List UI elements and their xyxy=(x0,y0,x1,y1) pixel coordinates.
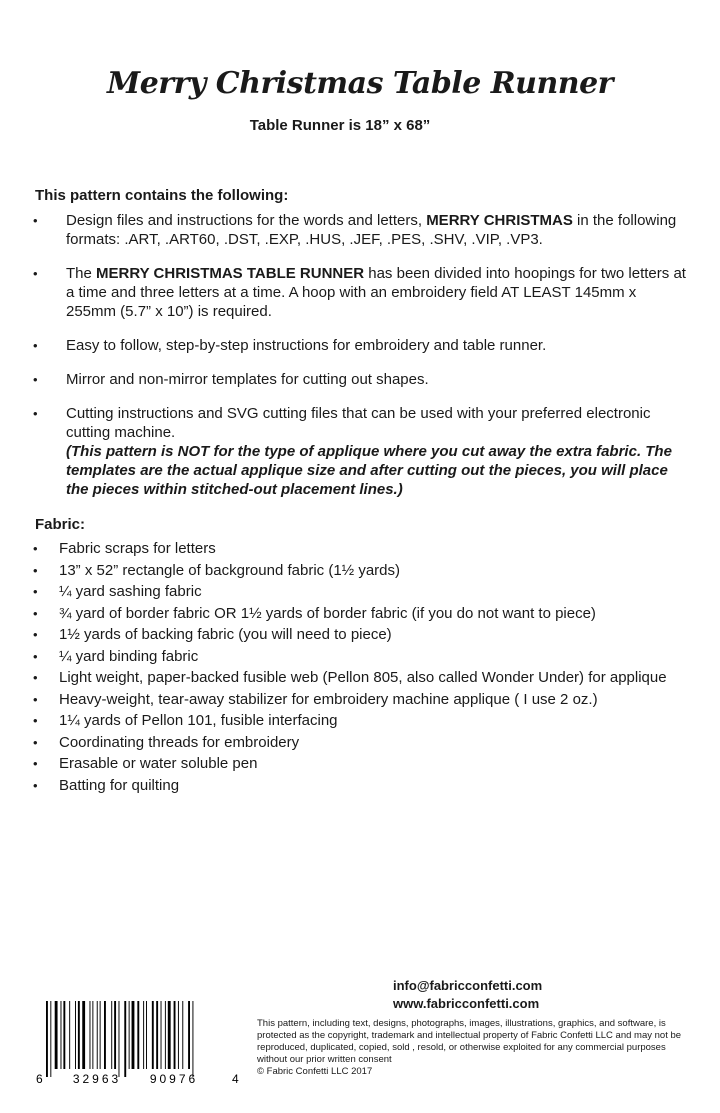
legal-text: This pattern, including text, designs, photographs, images, illustrations, graphics, and software, is protected as the copyright, trademark and intellectual property of Fabric Confetti LLC and may not be reproduced, duplicated, copied, sold , resold, or otherwise exploited for any commercial purposes without our prior written consent xyxy=(257,1018,682,1065)
barcode-first-digit: 6 xyxy=(36,1072,43,1086)
barcode-bar xyxy=(168,1001,171,1069)
bullet-icon: • xyxy=(33,691,38,707)
barcode-bar xyxy=(50,1001,51,1077)
list-item: • Batting for quilting xyxy=(33,776,180,794)
bullet-icon: • xyxy=(33,734,38,750)
bullet-icon: • xyxy=(33,627,38,642)
barcode-bar xyxy=(137,1001,139,1069)
list-item: • Light weight, paper-backed fusible web (Pellon 805, also called Wonder Under) for applique xyxy=(33,669,667,686)
list-item: • 1½ yards of backing fabric (you will need to piece) xyxy=(33,626,392,643)
contents-heading: This pattern contains the following: xyxy=(35,187,289,204)
barcode-right-group: 90976 xyxy=(149,1072,199,1086)
list-item: • 1¼ yards of Pellon 101, fusible interfacing xyxy=(33,712,338,729)
barcode-bar xyxy=(165,1001,166,1069)
bullet-icon: • xyxy=(33,541,38,556)
contents-list xyxy=(0,211,720,514)
applique-note: (This pattern is NOT for the type of applique where you cut away the extra fabric. The templates are the actual applique size and after cutting out the pieces, you will place the pieces within stitched-out placement lines.) xyxy=(66,443,672,498)
list-item: • ¼ yard binding fabric xyxy=(33,647,199,665)
barcode-bar xyxy=(61,1001,62,1069)
fabric-heading: Fabric: xyxy=(35,516,86,533)
copyright-text: © Fabric Confetti LLC 2017 xyxy=(257,1066,373,1077)
email-link[interactable]: info@fabricconfetti.com xyxy=(393,978,543,993)
list-item: • 13” x 52” rectangle of background fabric (1½ yards) xyxy=(33,561,401,579)
bullet-icon: • xyxy=(33,372,38,387)
barcode-bar xyxy=(182,1001,183,1069)
list-item: • Easy to follow, step-by-step instructions for embroidery and table runner. xyxy=(33,337,547,354)
barcode-bar xyxy=(119,1001,120,1077)
legal-notice xyxy=(257,1018,697,1078)
barcode-bar xyxy=(104,1001,106,1069)
barcode-bar xyxy=(174,1001,176,1069)
list-item: • Design files and instructions for the words and letters, MERRY CHRISTMAS in the following formats: .ART, .ART60, .DST, .EXP, .HUS, .JEF, .PES, .SHV, .VIP, .VP3. xyxy=(33,212,677,248)
bullet-icon: • xyxy=(33,338,38,353)
bullet-icon: • xyxy=(33,670,38,685)
barcode-bar xyxy=(143,1001,144,1069)
bullet-icon: • xyxy=(33,266,38,281)
barcode-bar xyxy=(161,1001,162,1069)
barcode-bar xyxy=(55,1001,58,1069)
barcode-bar xyxy=(111,1001,112,1069)
bullet-icon: • xyxy=(33,562,38,578)
bullet-icon: • xyxy=(33,756,38,771)
barcode-bar xyxy=(156,1001,158,1069)
page-subtitle: Table Runner is 18” x 68” xyxy=(249,117,431,134)
barcode-bar xyxy=(192,1001,193,1077)
barcode-bar xyxy=(78,1001,80,1069)
list-item: • Cutting instructions and SVG cutting files that can be used with your preferred electronic cutting machine. (This pattern is NOT for the type of applique where you cut away the extra fabric. The templates are the actual applique size and after cutting out the pieces, you will place the pieces within stitched-out placement lines.) xyxy=(0,404,720,499)
barcode-left-group: 32963 xyxy=(72,1072,122,1086)
contact-info xyxy=(393,977,542,1013)
barcode-bar xyxy=(75,1001,76,1069)
list-item: • Coordinating threads for embroidery xyxy=(33,733,300,751)
barcode-last-digit: 4 xyxy=(232,1072,239,1086)
barcode-bar xyxy=(114,1001,116,1069)
barcode-bar xyxy=(46,1001,48,1077)
barcode-bar xyxy=(188,1001,190,1069)
barcode-bar xyxy=(63,1001,65,1069)
list-item: • ¼ yard sashing fabric xyxy=(33,583,202,600)
fabric-list xyxy=(0,539,720,797)
barcode-bar xyxy=(82,1001,85,1069)
barcode-bar xyxy=(152,1001,154,1069)
website-link[interactable]: www.fabricconfetti.com xyxy=(393,996,540,1011)
barcode-bar xyxy=(129,1001,130,1069)
barcode-bar xyxy=(69,1001,70,1069)
barcode-bar xyxy=(124,1001,126,1077)
list-item: • Fabric scraps for letters xyxy=(33,540,216,557)
barcode-bar xyxy=(92,1001,93,1069)
bullet-icon: • xyxy=(33,584,38,599)
barcode-bar xyxy=(97,1001,98,1069)
list-item: • ¾ yard of border fabric OR 1½ yards of border fabric (if you do not want to piece) xyxy=(33,604,596,622)
list-item: • The MERRY CHRISTMAS TABLE RUNNER has been divided into hoopings for two letters at a time and three letters at a time. A hoop with an embroidery field AT LEAST 145mm x 255mm (5.7” x 10”) is required. xyxy=(33,265,686,320)
barcode-bar xyxy=(146,1001,147,1069)
barcode-bar xyxy=(178,1001,179,1069)
barcode xyxy=(34,997,244,1097)
barcode-bar xyxy=(132,1001,135,1069)
barcode-bar xyxy=(100,1001,101,1069)
list-item: • Erasable or water soluble pen xyxy=(33,755,258,772)
page-title: Merry Christmas Table Runner xyxy=(107,66,613,101)
list-item: • Heavy-weight, tear-away stabilizer for embroidery machine applique ( I use 2 oz.) xyxy=(33,690,598,708)
bullet-icon: • xyxy=(33,406,38,421)
bullet-icon: • xyxy=(33,605,38,621)
list-item: • Mirror and non-mirror templates for cutting out shapes. xyxy=(33,371,429,388)
bullet-icon: • xyxy=(33,213,38,228)
barcode-bars xyxy=(46,1001,193,1077)
bullet-icon: • xyxy=(33,777,38,793)
bullet-icon: • xyxy=(33,648,38,664)
barcode-bar xyxy=(90,1001,91,1069)
bullet-icon: • xyxy=(33,713,38,728)
